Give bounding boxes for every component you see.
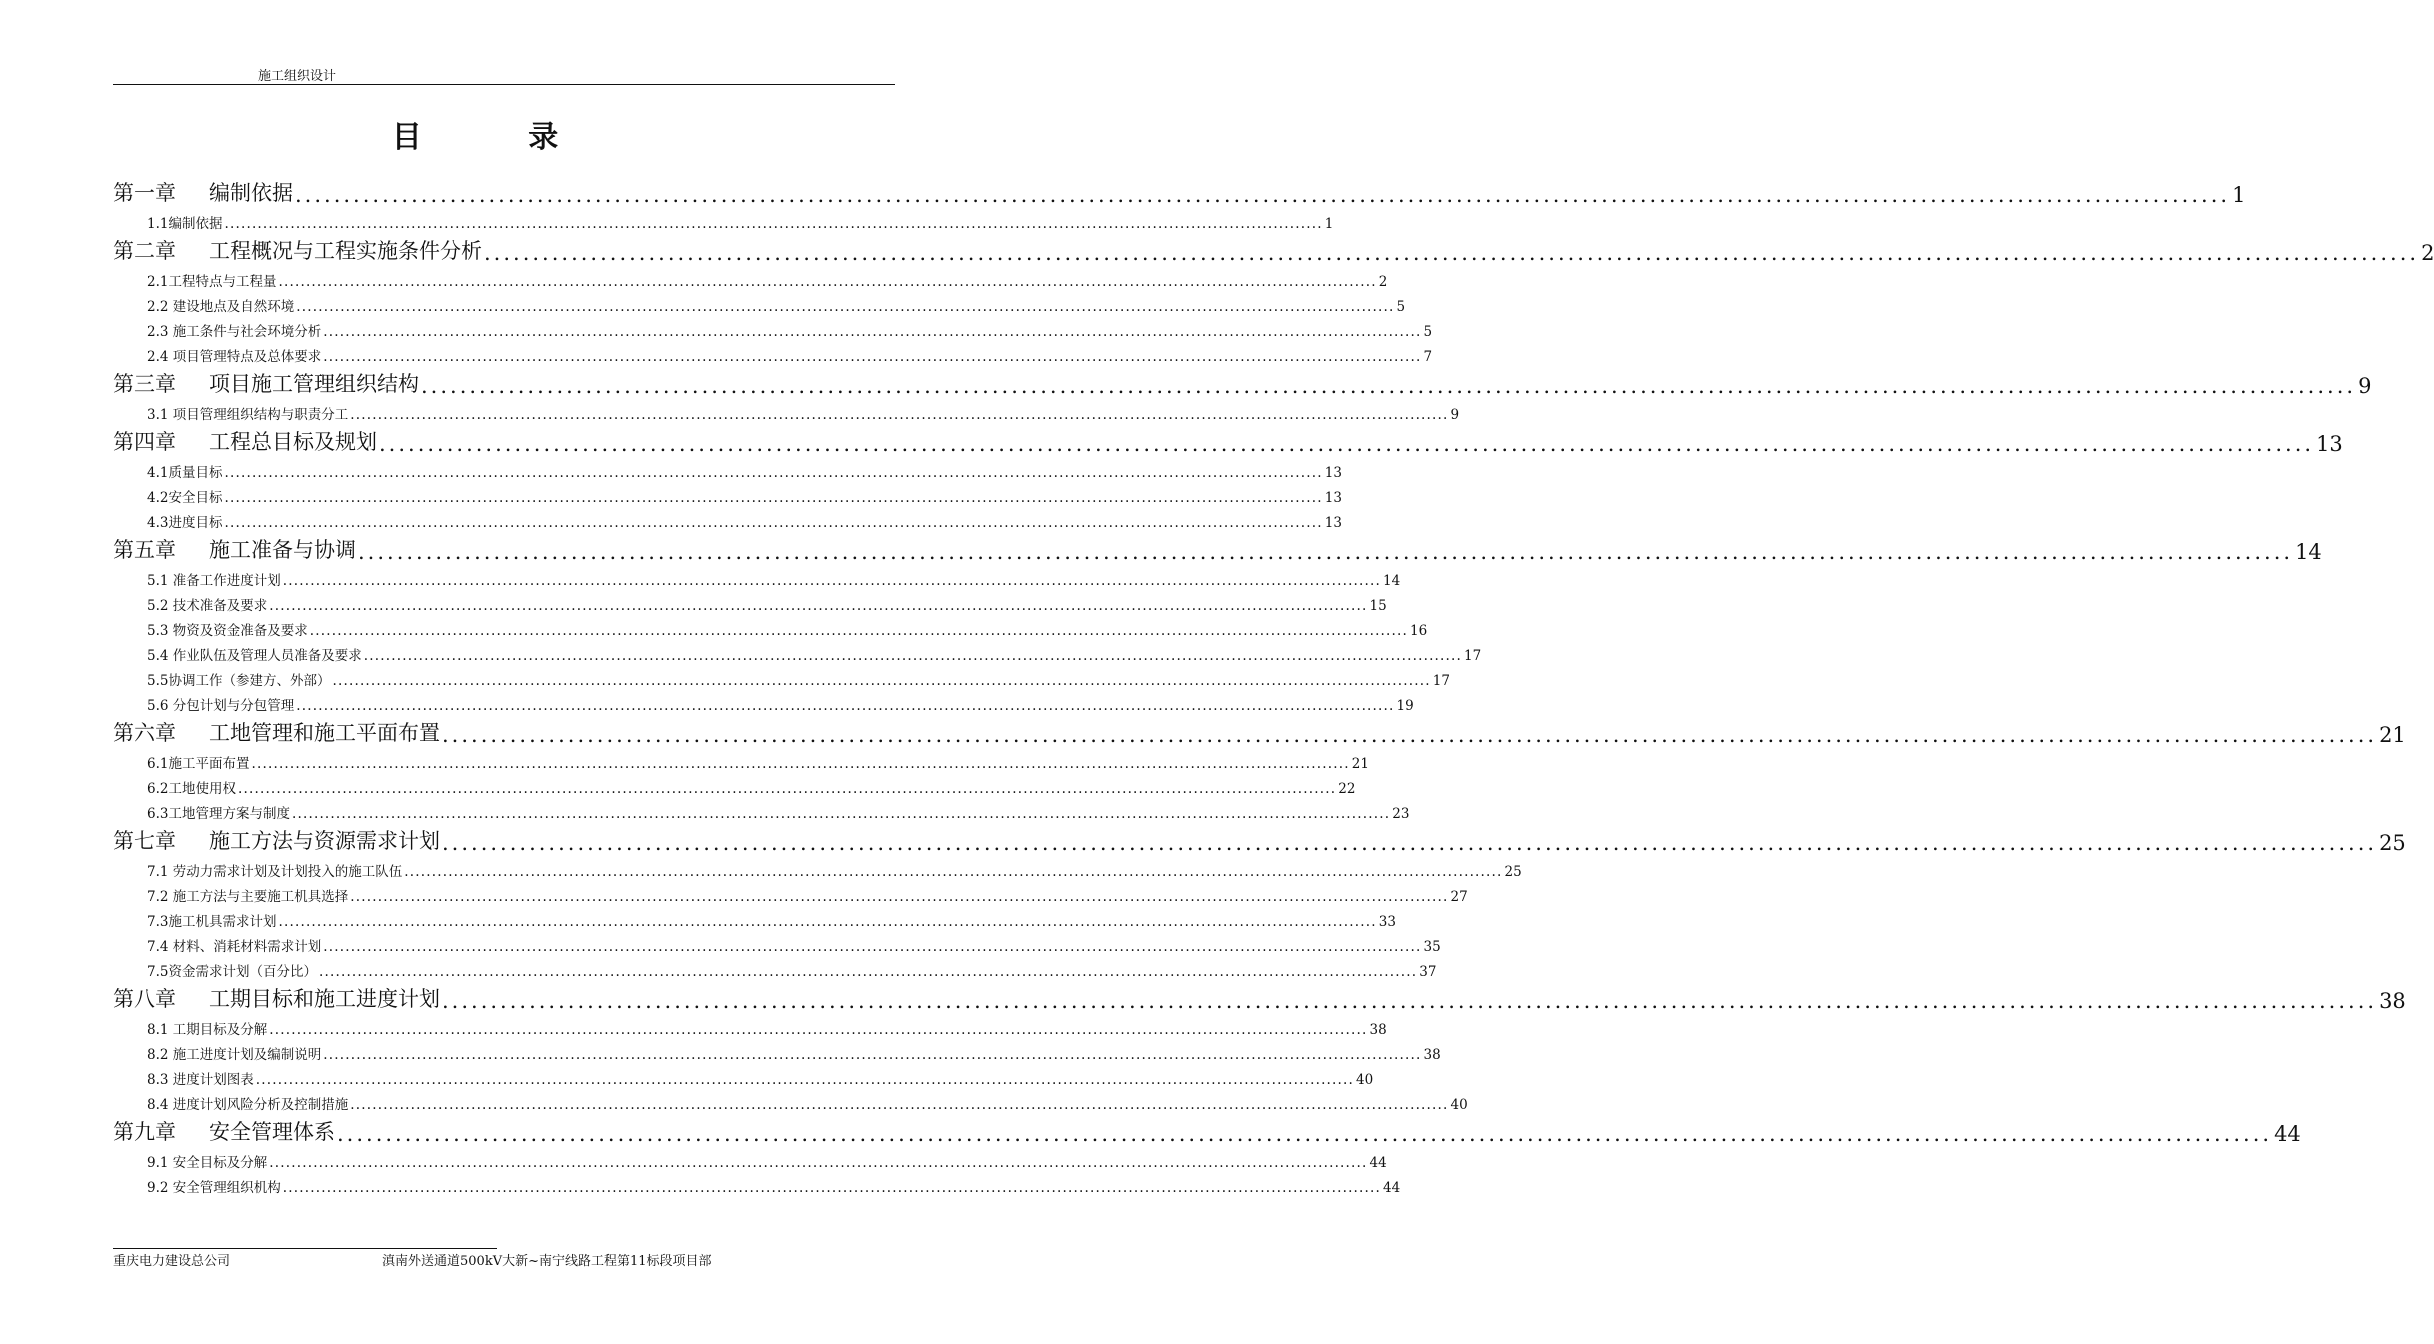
toc-page-number: 40: [1450, 1097, 1468, 1113]
toc-section-entry[interactable]: [113, 614, 1428, 639]
toc-page-number: 23: [1392, 806, 1410, 822]
toc-entry-title: 6.3工地管理方案与制度: [147, 806, 290, 822]
toc-section-entry[interactable]: [113, 290, 1406, 315]
toc-page-number: 7: [1423, 349, 1433, 365]
toc-entry-label: [113, 983, 440, 1013]
toc-page-number: 21: [1351, 756, 1369, 772]
toc-entry-title: 5.5协调工作（参建方、外部）: [147, 673, 331, 689]
toc-chapter-entry[interactable]: [113, 533, 2322, 564]
toc-leader-dots: ........................................................................................................................................................................................................: [296, 299, 1395, 315]
toc-entry-title: 工程概况与工程实施条件分析: [209, 239, 482, 263]
toc-entry-title: 4.3进度目标: [147, 515, 223, 531]
toc-entry-title: 2.2 建设地点及自然环境: [147, 299, 295, 315]
table-of-contents: [113, 174, 2434, 1196]
toc-entry-label: [113, 534, 356, 564]
footer-divider: [113, 1248, 497, 1249]
toc-section-entry[interactable]: [113, 207, 1334, 232]
toc-leader-dots: ........................................................................................................................................................................................................: [282, 573, 1382, 589]
toc-entry-label: [147, 694, 294, 714]
toc-leader-dots: ........................................................................................................................................................................................................: [269, 598, 1368, 614]
toc-leader-dots: ........................................................................................................................................................................................................: [323, 939, 1422, 955]
toc-entry-title: 4.1质量目标: [147, 465, 223, 481]
toc-chapter-number: 第八章: [113, 987, 176, 1011]
toc-entry-title: 8.4 进度计划风险分析及控制措施: [147, 1097, 349, 1113]
toc-leader-dots: ........................................................................................................................................................................................................: [421, 374, 2357, 398]
toc-entry-title: 工地管理和施工平面布置: [209, 721, 440, 745]
toc-section-entry[interactable]: [113, 880, 1468, 905]
toc-entry-title: 5.6 分包计划与分包管理: [147, 698, 295, 714]
toc-entry-label: [147, 960, 317, 980]
toc-entry-title: 7.5资金需求计划（百分比）: [147, 964, 317, 980]
toc-page-number: 44: [1369, 1155, 1387, 1171]
toc-page-number: 13: [1324, 465, 1342, 481]
toc-page-number: 38: [1423, 1047, 1441, 1063]
toc-section-entry[interactable]: [113, 639, 1482, 664]
toc-page-number: 38: [1369, 1022, 1387, 1038]
toc-entry-title: 4.2安全目标: [147, 490, 223, 506]
toc-entry-label: [147, 1068, 254, 1088]
toc-entry-label: [113, 1116, 335, 1146]
toc-leader-dots: ........................................................................................................................................................................................................: [350, 1097, 1449, 1113]
toc-entry-label: [147, 403, 348, 423]
toc-entry-label: [147, 669, 330, 689]
toc-leader-dots: ........................................................................................................................................................................................................: [278, 274, 1377, 290]
toc-chapter-entry[interactable]: [113, 1115, 2301, 1146]
toc-page-number: 1: [1324, 216, 1334, 232]
toc-section-entry[interactable]: [113, 955, 1437, 980]
toc-chapter-entry[interactable]: [113, 982, 2406, 1013]
toc-entry-title: 5.1 准备工作进度计划: [147, 573, 281, 589]
toc-entry-label: [147, 345, 321, 365]
toc-entry-title: 7.1 劳动力需求计划及计划投入的施工队伍: [147, 864, 403, 880]
toc-page-number: 25: [2379, 831, 2406, 855]
toc-entry-label: [147, 935, 321, 955]
toc-entry-label: [147, 910, 276, 930]
toc-leader-dots: ........................................................................................................................................................................................................: [323, 324, 1422, 340]
toc-entry-title: 工程总目标及规划: [209, 430, 377, 454]
toc-leader-dots: ........................................................................................................................................................................................................: [332, 673, 1431, 689]
toc-leader-dots: ........................................................................................................................................................................................................: [363, 648, 1463, 664]
toc-page-number: 19: [1396, 698, 1414, 714]
toc-entry-title: 2.3 施工条件与社会环境分析: [147, 324, 322, 340]
toc-page-number: 44: [1383, 1180, 1401, 1196]
toc-entry-title: 工期目标和施工进度计划: [209, 987, 440, 1011]
toc-leader-dots: ........................................................................................................................................................................................................: [295, 183, 2231, 207]
toc-entry-label: [113, 235, 482, 265]
toc-leader-dots: ........................................................................................................................................................................................................: [484, 241, 2420, 265]
toc-section-entry[interactable]: [113, 340, 1433, 365]
toc-section-entry[interactable]: [113, 772, 1356, 797]
toc-page-number: 35: [1423, 939, 1441, 955]
toc-leader-dots: ........................................................................................................................................................................................................: [224, 216, 1323, 232]
toc-section-entry[interactable]: [113, 1063, 1374, 1088]
toc-chapter-entry[interactable]: [113, 425, 2343, 456]
toc-entry-title: 5.3 物资及资金准备及要求: [147, 623, 308, 639]
toc-entry-title: 7.3施工机具需求计划: [147, 914, 277, 930]
toc-entry-title: 8.3 进度计划图表: [147, 1072, 254, 1088]
toc-entry-title: 1.1编制依据: [147, 216, 223, 232]
toc-page-number: 40: [1356, 1072, 1374, 1088]
toc-entry-label: [147, 320, 321, 340]
toc-entry-title: 6.2工地使用权: [147, 781, 236, 797]
toc-page-number: 21: [2379, 723, 2406, 747]
toc-section-entry[interactable]: [113, 930, 1441, 955]
toc-entry-label: [113, 825, 440, 855]
toc-chapter-entry[interactable]: [113, 367, 2372, 398]
toc-entry-label: [147, 511, 222, 531]
toc-entry-label: [147, 212, 222, 232]
toc-leader-dots: ........................................................................................................................................................................................................: [442, 831, 2378, 855]
toc-leader-dots: ........................................................................................................................................................................................................: [350, 407, 1449, 423]
toc-chapter-entry[interactable]: [113, 716, 2406, 747]
toc-entry-label: [147, 1018, 267, 1038]
toc-page-number: 37: [1419, 964, 1437, 980]
toc-section-entry[interactable]: [113, 905, 1396, 930]
toc-leader-dots: ........................................................................................................................................................................................................: [282, 1180, 1382, 1196]
toc-entry-title: 施工方法与资源需求计划: [209, 829, 440, 853]
toc-leader-dots: ........................................................................................................................................................................................................: [337, 1122, 2273, 1146]
footer-company: 重庆电力建设总公司: [113, 1254, 231, 1269]
toc-section-entry[interactable]: [113, 315, 1433, 340]
toc-leader-dots: ........................................................................................................................................................................................................: [251, 756, 1350, 772]
header-title: 施工组织设计: [258, 69, 337, 84]
toc-entry-label: [147, 752, 249, 772]
toc-entry-title: 8.2 施工进度计划及编制说明: [147, 1047, 322, 1063]
toc-leader-dots: ........................................................................................................................................................................................................: [255, 1072, 1355, 1088]
toc-section-entry[interactable]: [113, 689, 1414, 714]
toc-entry-label: [113, 426, 377, 456]
toc-entry-title: 施工准备与协调: [209, 538, 356, 562]
toc-section-entry[interactable]: [113, 1088, 1468, 1113]
toc-page-number: 33: [1378, 914, 1396, 930]
toc-page-number: 25: [1504, 864, 1522, 880]
toc-entry-title: 2.1工程特点与工程量: [147, 274, 277, 290]
toc-page-number: 27: [1450, 889, 1468, 905]
toc-chapter-number: 第一章: [113, 181, 176, 205]
toc-entry-label: [147, 461, 222, 481]
toc-entry-label: [113, 177, 293, 207]
toc-section-entry[interactable]: [113, 855, 1522, 880]
toc-section-entry[interactable]: [113, 265, 1388, 290]
toc-section-entry[interactable]: [113, 1013, 1387, 1038]
toc-entry-label: [147, 802, 290, 822]
toc-entry-label: [147, 1093, 348, 1113]
toc-page-number: 1: [2232, 183, 2246, 207]
footer-project: 滇南外送通道500kV大新~南宁线路工程第11标段项目部: [382, 1254, 712, 1269]
toc-section-entry[interactable]: [113, 398, 1460, 423]
toc-entry-title: 5.2 技术准备及要求: [147, 598, 268, 614]
toc-entry-label: [147, 1176, 281, 1196]
toc-page-number: 9: [1450, 407, 1460, 423]
toc-page-number: 9: [2358, 374, 2372, 398]
toc-page-number: 44: [2274, 1122, 2301, 1146]
toc-page-number: 15: [1369, 598, 1387, 614]
toc-leader-dots: ........................................................................................................................................................................................................: [278, 914, 1377, 930]
toc-page-number: 38: [2379, 989, 2406, 1013]
toc-chapter-number: 第三章: [113, 372, 176, 396]
toc-leader-dots: ........................................................................................................................................................................................................: [237, 781, 1337, 797]
toc-section-entry[interactable]: [113, 456, 1342, 481]
toc-chapter-number: 第二章: [113, 239, 176, 263]
toc-section-entry[interactable]: [113, 564, 1401, 589]
toc-section-entry[interactable]: [113, 1038, 1441, 1063]
toc-page-number: 17: [1432, 673, 1450, 689]
toc-chapter-number: 第七章: [113, 829, 176, 853]
toc-leader-dots: ........................................................................................................................................................................................................: [442, 989, 2378, 1013]
toc-entry-label: [147, 777, 236, 797]
toc-entry-label: [147, 569, 281, 589]
toc-entry-title: 7.4 材料、消耗材料需求计划: [147, 939, 322, 955]
toc-entry-label: [147, 270, 276, 290]
toc-section-entry[interactable]: [113, 589, 1387, 614]
toc-leader-dots: ........................................................................................................................................................................................................: [224, 465, 1323, 481]
toc-section-entry[interactable]: [113, 1146, 1387, 1171]
toc-page-number: 13: [1324, 515, 1342, 531]
toc-leader-dots: ........................................................................................................................................................................................................: [323, 1047, 1422, 1063]
toc-page-number: 14: [2295, 540, 2322, 564]
toc-section-entry[interactable]: [113, 481, 1342, 506]
toc-leader-dots: ........................................................................................................................................................................................................: [318, 964, 1418, 980]
toc-entry-label: [147, 295, 294, 315]
toc-entry-label: [147, 594, 267, 614]
toc-chapter-entry[interactable]: [113, 824, 2406, 855]
toc-entry-label: [147, 644, 362, 664]
toc-entry-label: [147, 885, 348, 905]
toc-chapter-entry[interactable]: [113, 234, 2434, 265]
toc-section-entry[interactable]: [113, 797, 1410, 822]
toc-leader-dots: ........................................................................................................................................................................................................: [323, 349, 1422, 365]
toc-leader-dots: ........................................................................................................................................................................................................: [404, 864, 1503, 880]
toc-leader-dots: ........................................................................................................................................................................................................: [291, 806, 1391, 822]
toc-entry-label: [147, 486, 222, 506]
toc-chapter-number: 第五章: [113, 538, 176, 562]
toc-page-number: 17: [1464, 648, 1482, 664]
toc-page-number: 14: [1383, 573, 1401, 589]
toc-entry-label: [147, 860, 402, 880]
toc-leader-dots: ........................................................................................................................................................................................................: [350, 889, 1449, 905]
toc-entry-title: 编制依据: [209, 181, 293, 205]
toc-leader-dots: ........................................................................................................................................................................................................: [224, 515, 1323, 531]
toc-leader-dots: ........................................................................................................................................................................................................: [379, 432, 2315, 456]
toc-page-number: 16: [1410, 623, 1428, 639]
toc-page-number: 2: [2421, 241, 2434, 265]
toc-page-number: 22: [1338, 781, 1356, 797]
toc-entry-title: 2.4 项目管理特点及总体要求: [147, 349, 322, 365]
toc-chapter-entry[interactable]: [113, 176, 2246, 207]
document-title: 目 录: [391, 120, 607, 155]
toc-page-number: 2: [1378, 274, 1388, 290]
toc-entry-title: 5.4 作业队伍及管理人员准备及要求: [147, 648, 362, 664]
toc-entry-title: 3.1 项目管理组织结构与职责分工: [147, 407, 349, 423]
toc-chapter-number: 第六章: [113, 721, 176, 745]
toc-leader-dots: ........................................................................................................................................................................................................: [296, 698, 1395, 714]
toc-chapter-number: 第九章: [113, 1120, 176, 1144]
toc-entry-label: [147, 1043, 321, 1063]
toc-entry-title: 项目施工管理组织结构: [209, 372, 419, 396]
toc-leader-dots: ........................................................................................................................................................................................................: [442, 723, 2378, 747]
toc-section-entry[interactable]: [113, 506, 1342, 531]
toc-page-number: 13: [1324, 490, 1342, 506]
toc-leader-dots: ........................................................................................................................................................................................................: [358, 540, 2294, 564]
toc-entry-label: [113, 368, 419, 398]
toc-leader-dots: ........................................................................................................................................................................................................: [224, 490, 1323, 506]
toc-entry-label: [147, 619, 308, 639]
page-header: [113, 64, 895, 85]
toc-section-entry[interactable]: [113, 747, 1369, 772]
toc-chapter-number: 第四章: [113, 430, 176, 454]
toc-entry-label: [147, 1151, 267, 1171]
toc-entry-title: 安全管理体系: [209, 1120, 335, 1144]
toc-section-entry[interactable]: [113, 664, 1450, 689]
toc-entry-title: 9.1 安全目标及分解: [147, 1155, 268, 1171]
toc-leader-dots: ........................................................................................................................................................................................................: [309, 623, 1409, 639]
toc-page-number: 13: [2316, 432, 2343, 456]
toc-page-number: 5: [1396, 299, 1406, 315]
toc-entry-label: [113, 717, 440, 747]
toc-page-number: 5: [1423, 324, 1433, 340]
toc-leader-dots: ........................................................................................................................................................................................................: [269, 1022, 1368, 1038]
toc-section-entry[interactable]: [113, 1171, 1401, 1196]
toc-entry-title: 8.1 工期目标及分解: [147, 1022, 268, 1038]
toc-entry-title: 6.1施工平面布置: [147, 756, 250, 772]
toc-entry-title: 7.2 施工方法与主要施工机具选择: [147, 889, 349, 905]
toc-leader-dots: ........................................................................................................................................................................................................: [269, 1155, 1368, 1171]
toc-entry-title: 9.2 安全管理组织机构: [147, 1180, 281, 1196]
